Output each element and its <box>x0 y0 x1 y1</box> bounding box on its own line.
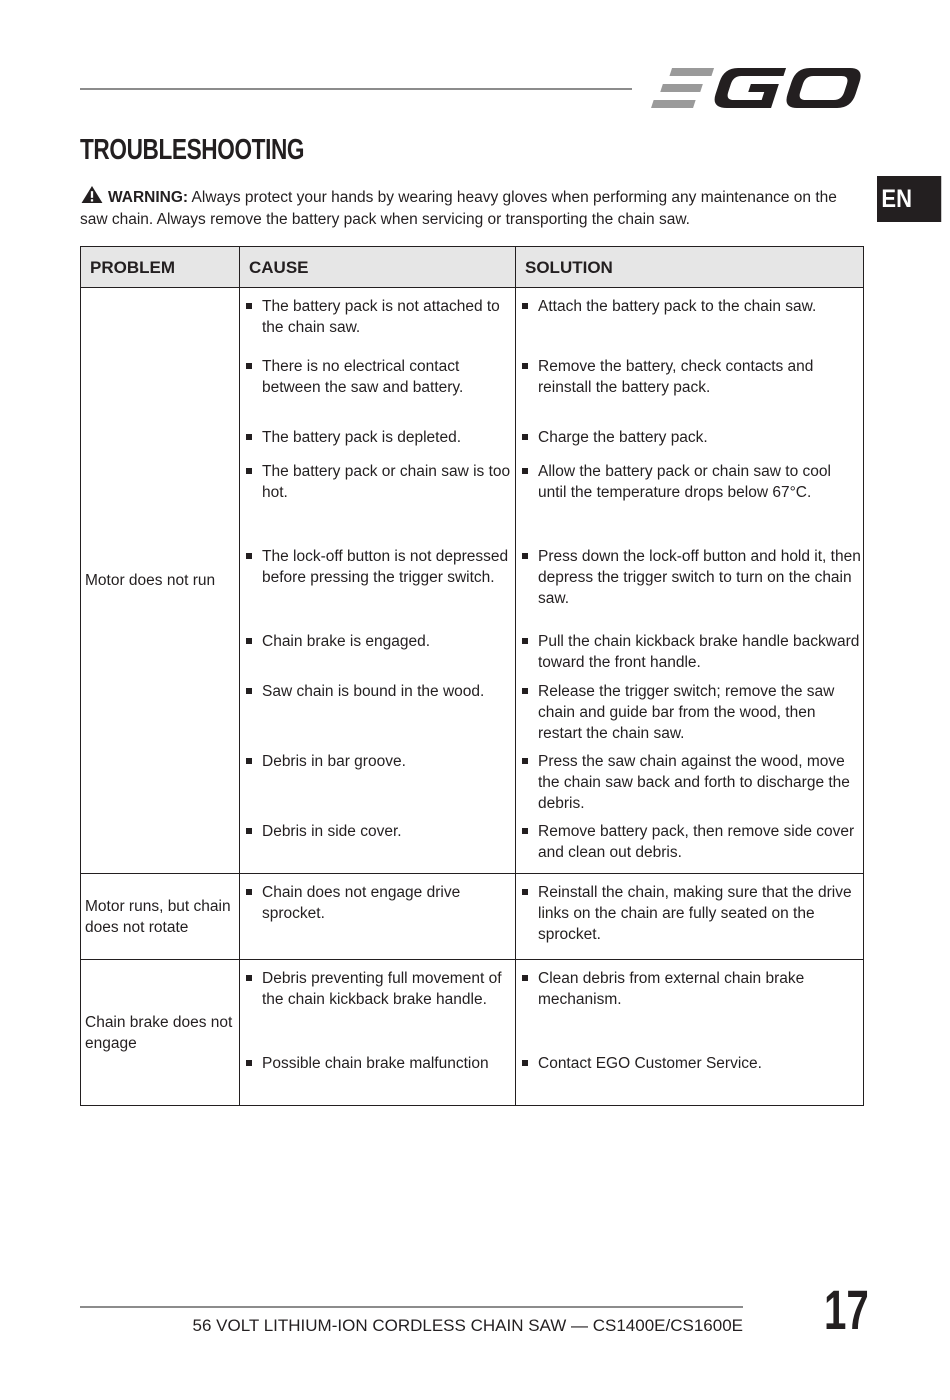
cause-item: Debris preventing full movement of the chain kickback brake handle. <box>246 968 515 1053</box>
header-solution: SOLUTION <box>516 247 864 288</box>
bullet-icon <box>246 638 252 644</box>
bullet-icon <box>522 975 528 981</box>
warning-triangle-icon <box>80 185 104 204</box>
solution-item: Pull the chain kickback brake handle backward toward the front handle. <box>522 631 863 681</box>
solution-cell <box>516 874 864 960</box>
solution-item: Press the saw chain against the wood, move the chain saw back and forth to discharge the debris. <box>522 751 863 821</box>
cause-item: Debris in bar groove. <box>246 751 515 821</box>
solution-item: Charge the battery pack. <box>522 427 863 461</box>
cause-cell <box>240 960 516 1106</box>
bullet-icon <box>522 638 528 644</box>
solution-item: Clean debris from external chain brake mechanism. <box>522 968 863 1053</box>
table-header-row <box>81 247 864 288</box>
footer-rule <box>80 1306 743 1308</box>
page-title: TROUBLESHOOTING <box>80 134 305 166</box>
solution-item: Allow the battery pack or chain saw to cool until the temperature drops below 67°C. <box>522 461 863 546</box>
bullet-icon <box>522 889 528 895</box>
warning-notice <box>80 185 860 231</box>
solution-item: Remove battery pack, then remove side cover and clean out debris. <box>522 821 863 871</box>
bullet-icon <box>246 828 252 834</box>
cause-item: Chain brake is engaged. <box>246 631 515 681</box>
cause-item: There is no electrical contact between the saw and battery. <box>246 356 515 427</box>
bullet-icon <box>522 553 528 559</box>
bullet-icon <box>522 1060 528 1066</box>
bullet-icon <box>246 434 252 440</box>
header-cause: CAUSE <box>240 247 516 288</box>
language-tab: EN <box>877 176 941 222</box>
solution-item: Press down the lock-off button and hold it, then depress the trigger switch to turn on the chain saw. <box>522 546 863 631</box>
bullet-icon <box>522 434 528 440</box>
header-rule <box>80 88 632 90</box>
problem-cell: Motor does not run <box>81 288 240 874</box>
bullet-icon <box>246 758 252 764</box>
bullet-icon <box>246 553 252 559</box>
problem-cell: Motor runs, but chain does not rotate <box>81 874 240 960</box>
cause-item: The lock-off button is not depressed before pressing the trigger switch. <box>246 546 515 631</box>
solution-cell <box>516 960 864 1106</box>
solution-item: Contact EGO Customer Service. <box>522 1053 863 1074</box>
bullet-icon <box>246 468 252 474</box>
header-problem: PROBLEM <box>81 247 240 288</box>
bullet-icon <box>522 303 528 309</box>
warning-label: WARNING: <box>108 189 189 206</box>
solution-cell <box>516 288 864 874</box>
footer-product-title: 56 VOLT LITHIUM-ION CORDLESS CHAIN SAW — CS1400E/CS1600E <box>192 1316 743 1335</box>
solution-item: Reinstall the chain, making sure that the drive links on the chain are fully seated on the sprocket. <box>522 882 863 945</box>
cause-item: The battery pack or chain saw is too hot. <box>246 461 515 546</box>
bullet-icon <box>522 363 528 369</box>
cause-item: Debris in side cover. <box>246 821 515 871</box>
bullet-icon <box>246 363 252 369</box>
cause-item: Possible chain brake malfunction <box>246 1053 515 1074</box>
solution-item: Attach the battery pack to the chain saw. <box>522 296 863 356</box>
cause-cell <box>240 288 516 874</box>
bullet-icon <box>246 1060 252 1066</box>
bullet-icon <box>246 889 252 895</box>
bullet-icon <box>522 688 528 694</box>
bullet-icon <box>246 303 252 309</box>
cause-item: Chain does not engage drive sprocket. <box>246 882 515 924</box>
cause-item: Saw chain is bound in the wood. <box>246 681 515 751</box>
solution-item: Remove the battery, check contacts and reinstall the battery pack. <box>522 356 863 427</box>
page-number: 17 <box>824 1278 869 1341</box>
solution-item: Release the trigger switch; remove the saw chain and guide bar from the wood, then restart the chain saw. <box>522 681 863 751</box>
ego-logo <box>648 62 864 114</box>
warning-text: Always protect your hands by wearing heavy gloves when performing any maintenance on the saw chain. Always remove the battery pack when servicing or transporting the chain saw. <box>80 189 837 228</box>
problem-cell: Chain brake does not engage <box>81 960 240 1106</box>
bullet-icon <box>522 468 528 474</box>
bullet-icon <box>522 828 528 834</box>
table-row <box>81 874 864 960</box>
table-row <box>81 288 864 874</box>
cause-item: The battery pack is depleted. <box>246 427 515 461</box>
table-row <box>81 960 864 1106</box>
bullet-icon <box>246 688 252 694</box>
cause-item: The battery pack is not attached to the chain saw. <box>246 296 515 356</box>
cause-cell <box>240 874 516 960</box>
bullet-icon <box>246 975 252 981</box>
bullet-icon <box>522 758 528 764</box>
troubleshooting-table <box>80 246 864 1106</box>
